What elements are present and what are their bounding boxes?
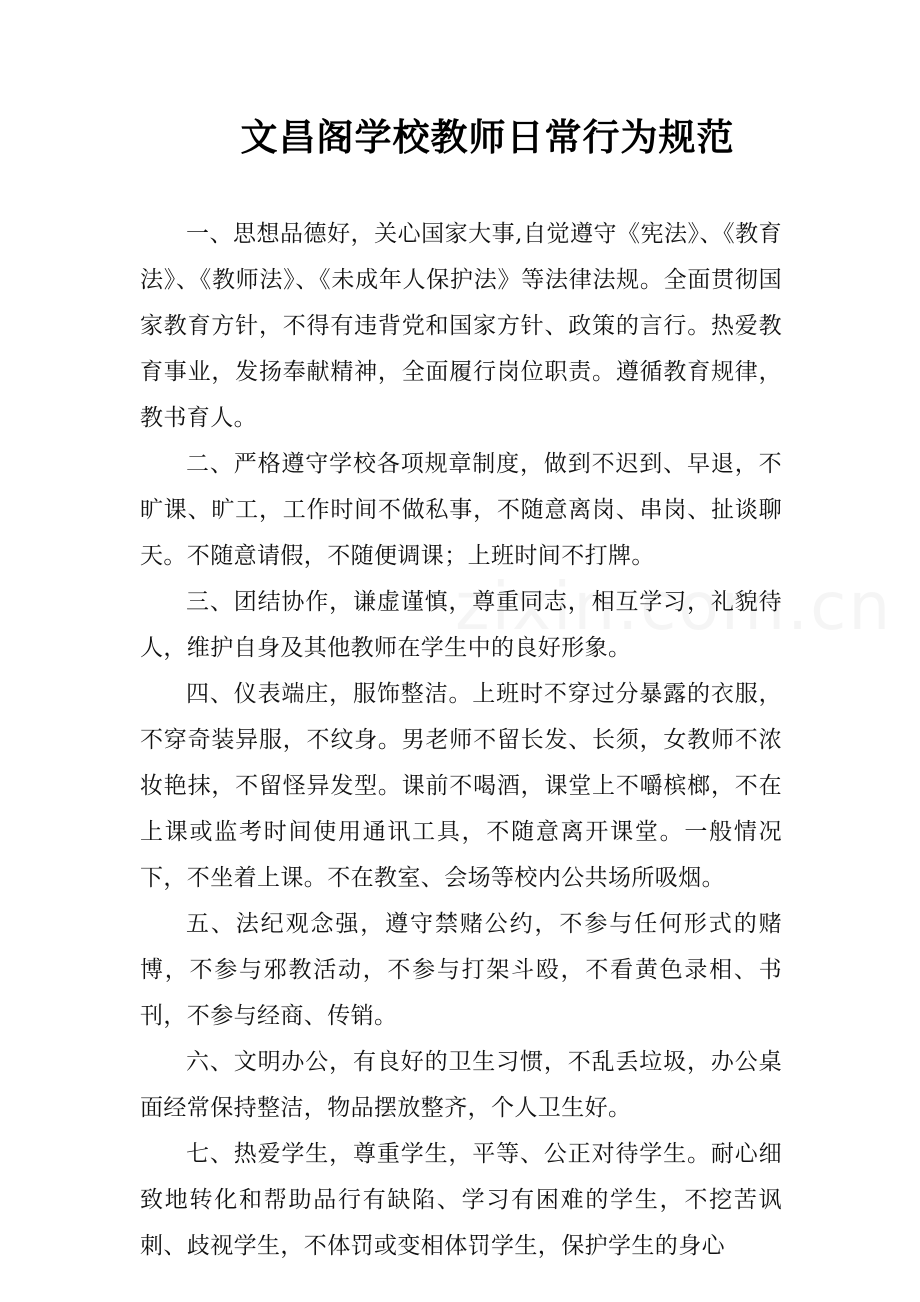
document-body xyxy=(140,211,782,1269)
paragraph-3: 三、团结协作，谦虚谨慎，尊重同志，相互学习，礼貌待人，维护自身及其他教师在学生中的良好形象。 xyxy=(140,589,782,661)
paragraph-5: 五、法纪观念强，遵守禁赌公约，不参与任何形式的赌博，不参与邪教活动，不参与打架斗殴，不看黄色录相、书刊，不参与经商、传销。 xyxy=(140,911,782,1029)
paragraph-2: 二、严格遵守学校各项规章制度，做到不迟到、早退，不旷课、旷工，工作时间不做私事，不随意离岗、串岗、扯谈聊天。不随意请假，不随便调课；上班时间不打牌。 xyxy=(140,451,782,569)
paragraph-4: 四、仪表端庄，服饰整洁。上班时不穿过分暴露的衣服，不穿奇装异服，不纹身。男老师不留长发、长须，女教师不浓妆艳抹，不留怪异发型。课前不喝酒，课堂上不嚼槟榔，不在上课或监考时间使用通讯工具，不随意离开课堂。一般情况下，不坐着上课。不在教室、会场等校内公共场所吸烟。 xyxy=(140,681,782,891)
document-title: 文昌阁学校教师日常行为规范 xyxy=(240,116,735,159)
paragraph-6: 六、文明办公，有良好的卫生习惯，不乱丢垃圾，办公桌面经常保持整洁，物品摆放整齐，个人卫生好。 xyxy=(140,1049,782,1121)
paragraph-7: 七、热爱学生，尊重学生，平等、公正对待学生。耐心细致地转化和帮助品行有缺陷、学习有困难的学生，不挖苦讽刺、歧视学生，不体罚或变相体罚学生，保护学生的身心 xyxy=(140,1141,782,1259)
paragraph-1: 一、思想品德好，关心国家大事,自觉遵守《宪法》、《教育法》、《教师法》、《未成年人保护法》等法律法规。全面贯彻国家教育方针，不得有违背党和国家方针、政策的言行。热爱教育事业，发扬奉献精神，全面履行岗位职责。遵循教育规律，教书育人。 xyxy=(140,221,782,431)
